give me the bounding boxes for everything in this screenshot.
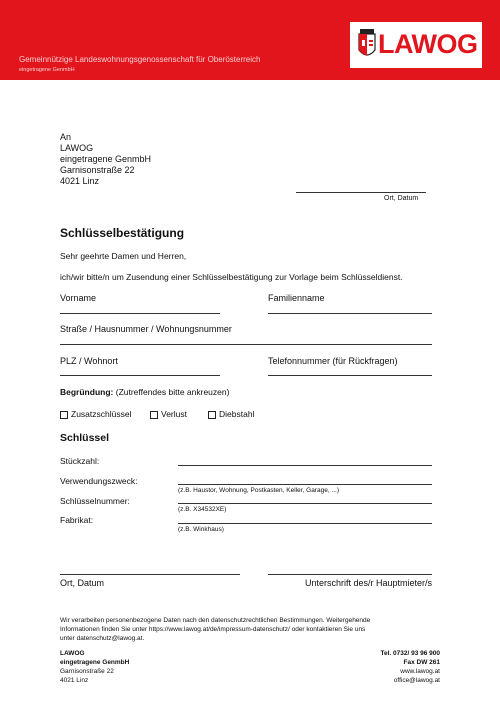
manufacturer-hint: (z.B. Winkhaus)	[178, 526, 224, 533]
request-text: ich/wir bitte/n um Zusendung einer Schlüsselbestätigung zur Vorlage beim Schlüsseldienst.	[60, 272, 403, 282]
checkbox-zusatzschluessel[interactable]: Zusatzschlüssel	[60, 409, 131, 419]
strasse-label: Straße / Hausnummer / Wohnungsnummer	[60, 324, 232, 334]
purpose-label: Verwendungszweck:	[60, 476, 138, 486]
logo-text: LAWOG	[378, 29, 478, 59]
telefon-field[interactable]	[268, 375, 432, 376]
checkbox-diebstahl[interactable]: Diebstahl	[208, 409, 254, 419]
checkbox-verlust[interactable]: Verlust	[150, 409, 187, 419]
vorname-field[interactable]	[60, 313, 220, 314]
manufacturer-field[interactable]	[178, 523, 432, 524]
place-date-label: Ort, Datum	[384, 195, 419, 202]
plz-label: PLZ / Wohnort	[60, 356, 118, 366]
footer-city: 4021 Linz	[60, 677, 89, 684]
familienname-label: Familienname	[268, 293, 325, 303]
page-title: Schlüsselbestätigung	[60, 226, 185, 240]
coat-of-arms-icon	[356, 28, 378, 62]
keys-heading: Schlüssel	[60, 432, 110, 444]
purpose-field[interactable]	[178, 484, 432, 485]
number-field[interactable]	[178, 503, 432, 504]
recipient-line: eingetragene GenmbH	[60, 154, 152, 164]
privacy-line: Wir verarbeiten personenbezogene Daten nach den datenschutzrechtlichen Bestimmungen. Weitergehende	[60, 617, 371, 624]
number-label: Schlüsselnummer:	[60, 496, 130, 506]
signature-field[interactable]	[268, 574, 432, 575]
strasse-field[interactable]	[60, 344, 432, 345]
salutation: Sehr geehrte Damen und Herren,	[60, 251, 187, 261]
footer-mail[interactable]: office@lawog.at	[393, 677, 440, 684]
recipient-line: LAWOG	[60, 143, 94, 153]
footer-tel: Tel. 0732/ 93 96 900	[380, 650, 440, 657]
footer-type: eingetragene GenmbH	[60, 659, 130, 666]
privacy-line: unter datenschutz@lawog.at.	[60, 635, 145, 642]
reason-label: Begründung:	[60, 387, 114, 397]
number-hint: (z.B. X34532XE)	[178, 506, 227, 513]
signature-label: Unterschrift des/r Hauptmieter/s	[304, 578, 432, 588]
checkbox-box[interactable]	[208, 411, 216, 419]
plz-field[interactable]	[60, 375, 220, 376]
manufacturer-label: Fabrikat:	[60, 515, 94, 525]
familienname-field[interactable]	[268, 313, 432, 314]
org-type: eingetragene GenmbH	[19, 67, 75, 73]
footer-web[interactable]: www.lawog.at	[400, 668, 440, 675]
purpose-hint: (z.B. Haustor, Wohnung, Postkasten, Keller, Garage, ...)	[178, 487, 340, 494]
reason-heading	[60, 387, 229, 397]
privacy-line: Informationen finden Sie unter https://www.lawog.at/de/impressum-datenschutz/ oder kontaktieren Sie uns	[60, 626, 366, 633]
footer-fax: Fax DW 261	[403, 659, 440, 666]
recipient-line: 4021 Linz	[60, 176, 100, 186]
vorname-label: Vorname	[60, 293, 97, 303]
telefon-label: Telefonnummer (für Rückfragen)	[268, 356, 398, 366]
footer-name: LAWOG	[60, 650, 85, 657]
org-name: Gemeinnützige Landeswohnungsgenossenschaft für Oberösterreich	[19, 55, 261, 64]
checkbox-box[interactable]	[60, 411, 68, 419]
checkbox-box[interactable]	[150, 411, 158, 419]
footer-street: Garnisonstraße 22	[60, 668, 114, 675]
count-label: Stückzahl:	[60, 456, 100, 466]
count-field[interactable]	[178, 465, 432, 466]
recipient-line: An	[60, 132, 72, 142]
signature-place-date-label: Ort, Datum	[60, 578, 105, 588]
reason-hint: (Zutreffendes bitte ankreuzen)	[115, 387, 230, 397]
signature-place-date-field[interactable]	[60, 574, 240, 575]
recipient-line: Garnisonstraße 22	[60, 165, 135, 175]
place-date-field[interactable]	[296, 192, 426, 193]
